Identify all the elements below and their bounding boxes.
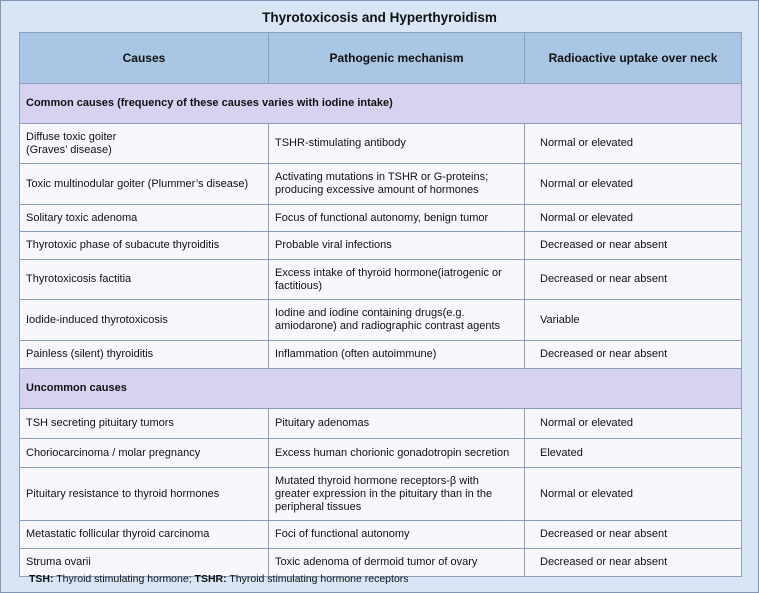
mechanism-cell: Foci of functional autonomy: [269, 521, 525, 549]
cause-cell: Diffuse toxic goiter (Graves’ disease): [20, 124, 269, 164]
footnote: [29, 573, 409, 585]
footnote-text-tsh: Thyroid stimulating hormone;: [53, 573, 195, 585]
table-row: [20, 164, 742, 205]
table-row: [20, 232, 742, 260]
header-uptake: Radioactive uptake over neck: [525, 33, 742, 84]
mechanism-cell: Inflammation (often autoimmune): [269, 341, 525, 369]
table-row: [20, 468, 742, 521]
header-causes: Causes: [20, 33, 269, 84]
uptake-cell: Elevated: [525, 439, 742, 468]
cause-cell: Iodide-induced thyrotoxicosis: [20, 300, 269, 341]
uptake-cell: Normal or elevated: [525, 164, 742, 205]
mechanism-cell: Iodine and iodine containing drugs(e.g. amiodarone) and radiographic contrast agents: [269, 300, 525, 341]
uptake-cell: Normal or elevated: [525, 468, 742, 521]
cause-cell: Thyrotoxicosis factitia: [20, 260, 269, 300]
cause-cell: Solitary toxic adenoma: [20, 205, 269, 232]
table-row: [20, 341, 742, 369]
mechanism-cell: Pituitary adenomas: [269, 409, 525, 439]
cause-cell: Choriocarcinoma / molar pregnancy: [20, 439, 269, 468]
mechanism-cell: Probable viral infections: [269, 232, 525, 260]
footnote-abbr-tsh: TSH:: [29, 573, 54, 585]
uptake-cell: Decreased or near absent: [525, 521, 742, 549]
mechanism-cell: Toxic adenoma of dermoid tumor of ovary: [269, 549, 525, 577]
mechanism-cell: TSHR-stimulating antibody: [269, 124, 525, 164]
cause-cell: TSH secreting pituitary tumors: [20, 409, 269, 439]
table-row: [20, 260, 742, 300]
mechanism-cell: Focus of functional autonomy, benign tumor: [269, 205, 525, 232]
table-row: [20, 439, 742, 468]
section-row: [20, 369, 742, 409]
table-row: [20, 521, 742, 549]
causes-table: [19, 32, 742, 577]
table-row: [20, 300, 742, 341]
uptake-cell: Normal or elevated: [525, 205, 742, 232]
uptake-cell: Decreased or near absent: [525, 260, 742, 300]
table-title: Thyrotoxicosis and Hyperthyroidism: [262, 10, 497, 25]
cause-cell: Metastatic follicular thyroid carcinoma: [20, 521, 269, 549]
footnote-abbr-tshr: TSHR:: [194, 573, 227, 585]
cause-cell: Toxic multinodular goiter (Plummer’s disease): [20, 164, 269, 205]
uptake-cell: Decreased or near absent: [525, 341, 742, 369]
cause-cell: Thyrotoxic phase of subacute thyroiditis: [20, 232, 269, 260]
header-row: [20, 33, 742, 84]
cause-cell: Pituitary resistance to thyroid hormones: [20, 468, 269, 521]
header-mechanism: Pathogenic mechanism: [269, 33, 525, 84]
cause-cell: Struma ovarii: [20, 549, 269, 577]
table-row: [20, 205, 742, 232]
table-row: [20, 409, 742, 439]
uptake-cell: Decreased or near absent: [525, 549, 742, 577]
uptake-cell: Normal or elevated: [525, 124, 742, 164]
section-row: [20, 84, 742, 124]
mechanism-cell: Excess human chorionic gonadotropin secretion: [269, 439, 525, 468]
mechanism-cell: Mutated thyroid hormone receptors-β with greater expression in the pituitary than in the peripheral tissues: [269, 468, 525, 521]
mechanism-cell: Excess intake of thyroid hormone(iatrogenic or factitious): [269, 260, 525, 300]
mechanism-cell: Activating mutations in TSHR or G-proteins; producing excessive amount of hormones: [269, 164, 525, 205]
uptake-cell: Normal or elevated: [525, 409, 742, 439]
section-label: Uncommon causes: [20, 369, 742, 409]
cause-cell: Painless (silent) thyroiditis: [20, 341, 269, 369]
uptake-cell: Decreased or near absent: [525, 232, 742, 260]
uptake-cell: Variable: [525, 300, 742, 341]
section-label: Common causes (frequency of these causes varies with iodine intake): [20, 84, 742, 124]
footnote-text-tshr: Thyroid stimulating hormone receptors: [226, 573, 409, 585]
table-row: [20, 124, 742, 164]
